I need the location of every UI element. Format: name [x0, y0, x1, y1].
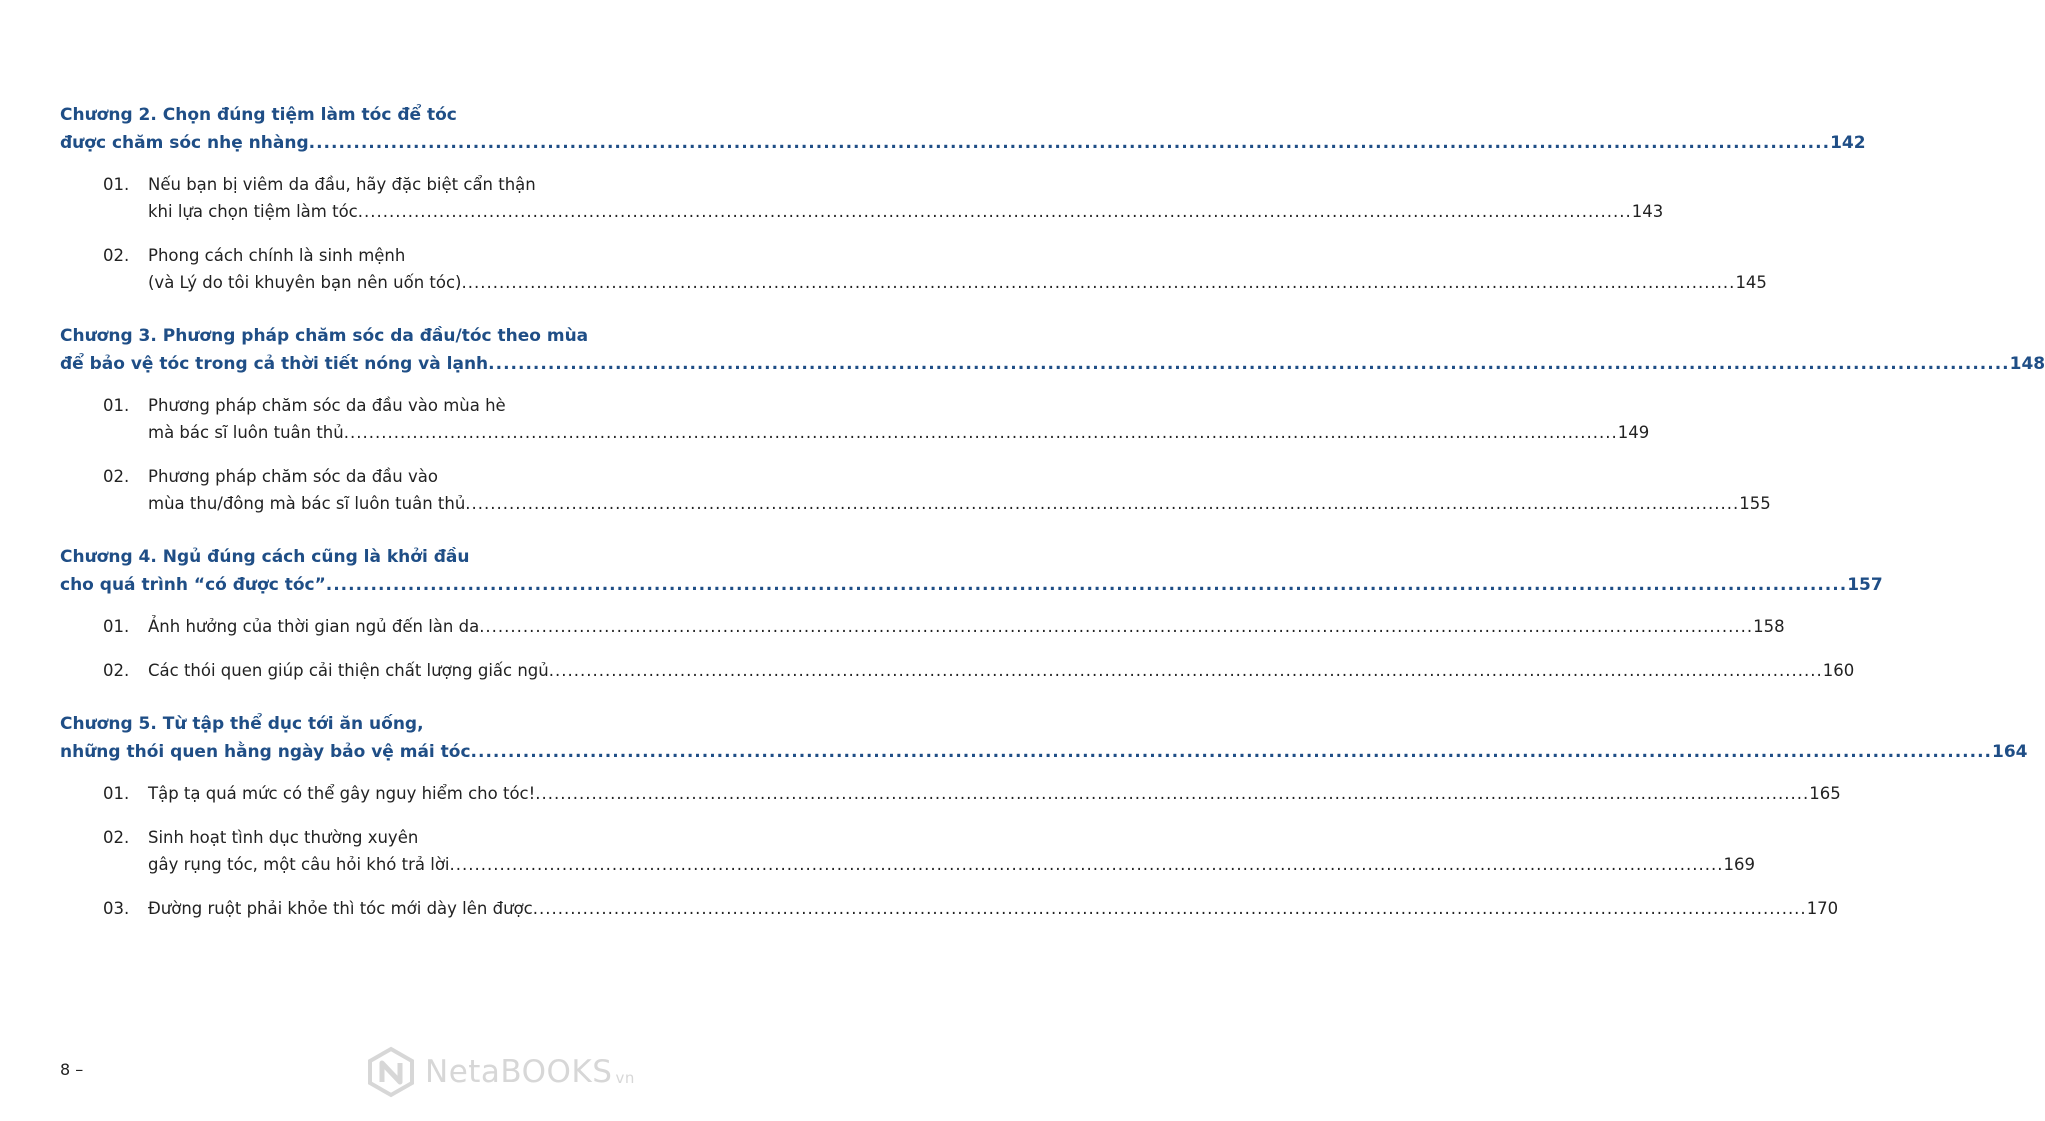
entry-page-number: 155	[1739, 494, 1771, 513]
toc-entry[interactable]	[60, 463, 1771, 517]
entry-number: 02.	[103, 828, 130, 847]
entry-title-line: khi lựa chọn tiệm làm tóc	[148, 202, 358, 221]
chapter-title-line: được chăm sóc nhẹ nhàng	[60, 133, 309, 153]
dot-leader	[344, 419, 1618, 446]
entry-number: 01.	[103, 617, 130, 636]
table-of-contents	[60, 101, 2045, 939]
dot-leader	[488, 350, 2009, 378]
entry-page-number: 158	[1753, 617, 1785, 636]
chapter-title-line: Chương 4. Ngủ đúng cách cũng là khởi đầu	[60, 547, 470, 567]
entry-title-line: Phương pháp chăm sóc da đầu vào	[148, 467, 438, 486]
entry-title-line: Đường ruột phải khỏe thì tóc mới dày lên được	[148, 899, 533, 918]
watermark-brand: NetaBOOKS	[425, 1054, 613, 1090]
toc-entry[interactable]	[60, 171, 1664, 225]
watermark-suffix: vn	[615, 1069, 635, 1087]
entry-page-number: 143	[1631, 202, 1664, 221]
entry-number: 02.	[103, 661, 130, 680]
entry-page-number: 165	[1809, 784, 1841, 803]
entry-title-line: mùa thu/đông mà bác sĩ luôn tuân thủ	[148, 494, 466, 513]
chapter-title-line: Chương 5. Từ tập thể dục tới ăn uống,	[60, 714, 424, 734]
dot-leader	[471, 738, 1992, 766]
entry-number: 02.	[103, 246, 130, 265]
toc-entry[interactable]	[60, 780, 1841, 807]
dot-leader	[309, 129, 1830, 157]
dot-leader	[326, 571, 1847, 599]
chapter-title-line: để bảo vệ tóc trong cả thời tiết nóng và lạnh	[60, 354, 489, 374]
toc-entry[interactable]	[60, 895, 1839, 922]
chapter-heading[interactable]	[60, 322, 2045, 378]
toc-entry[interactable]	[60, 824, 1755, 878]
watermark-logo	[365, 1046, 635, 1098]
entry-page-number: 145	[1735, 273, 1767, 292]
chapter-title-line: cho quá trình “có được tóc”	[60, 575, 326, 595]
dot-leader	[533, 895, 1807, 922]
entry-title-line: Ảnh hưởng của thời gian ngủ đến làn da	[148, 617, 480, 636]
chapter-title-line: Chương 3. Phương pháp chăm sóc da đầu/tóc theo mùa	[60, 326, 589, 346]
chapter-title-line: những thói quen hằng ngày bảo vệ mái tóc	[60, 742, 471, 762]
chapter-heading[interactable]	[60, 710, 2028, 766]
dot-leader	[549, 657, 1823, 684]
entry-page-number: 160	[1822, 661, 1855, 680]
dot-leader	[535, 780, 1809, 807]
entry-title-line: Tập tạ quá mức có thể gây nguy hiểm cho tóc!	[148, 784, 536, 803]
toc-entry[interactable]	[60, 392, 1650, 446]
entry-number: 03.	[103, 899, 130, 918]
dot-leader	[465, 490, 1739, 517]
toc-entry[interactable]	[60, 613, 1785, 640]
chapter-page-number: 157	[1847, 575, 1883, 595]
entry-title-line: mà bác sĩ luôn tuân thủ	[148, 423, 344, 442]
entry-title-line: Sinh hoạt tình dục thường xuyên	[148, 828, 419, 847]
page-number: 8 –	[60, 1060, 84, 1079]
entry-number: 02.	[103, 467, 130, 486]
dot-leader	[461, 269, 1735, 296]
entry-page-number: 170	[1806, 899, 1839, 918]
chapter-heading[interactable]	[60, 543, 1883, 599]
chapter-heading[interactable]	[60, 101, 1866, 157]
dot-leader	[358, 198, 1632, 225]
entry-title-line: Phong cách chính là sinh mệnh	[148, 246, 406, 265]
entry-page-number: 149	[1617, 423, 1650, 442]
entry-title-line: Nếu bạn bị viêm da đầu, hãy đặc biệt cẩn thận	[148, 175, 536, 194]
entry-page-number: 169	[1723, 855, 1755, 874]
chapter-page-number: 164	[1991, 742, 2028, 762]
entry-number: 01.	[103, 784, 130, 803]
entry-number: 01.	[103, 396, 130, 415]
netabooks-logo-icon	[365, 1046, 417, 1098]
dot-leader	[479, 613, 1753, 640]
entry-title-line: Các thói quen giúp cải thiện chất lượng giấc ngủ	[148, 661, 549, 680]
toc-entry[interactable]	[60, 657, 1855, 684]
chapter-page-number: 142	[1830, 133, 1866, 153]
entry-number: 01.	[103, 175, 130, 194]
chapter-title-line: Chương 2. Chọn đúng tiệm làm tóc để tóc	[60, 105, 457, 125]
chapter-page-number: 148	[2009, 354, 2045, 374]
entry-title-line: gây rụng tóc, một câu hỏi khó trả lời	[148, 855, 450, 874]
dot-leader	[450, 851, 1724, 878]
entry-title-line: (và Lý do tôi khuyên bạn nên uốn tóc)	[148, 273, 462, 292]
entry-title-line: Phương pháp chăm sóc da đầu vào mùa hè	[148, 396, 506, 415]
toc-entry[interactable]	[60, 242, 1767, 296]
